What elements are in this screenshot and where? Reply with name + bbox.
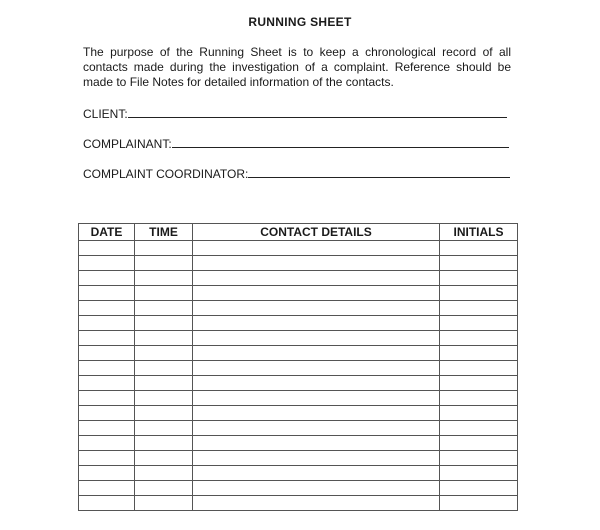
contact-details-cell[interactable] xyxy=(193,346,440,361)
intro-line: The purpose of the Running Sheet is to keep a chronological record of all xyxy=(83,45,511,59)
initials-cell[interactable] xyxy=(440,286,518,301)
coordinator-line[interactable] xyxy=(248,167,510,178)
time-cell[interactable] xyxy=(135,466,193,481)
time-cell[interactable] xyxy=(135,316,193,331)
time-cell[interactable] xyxy=(135,376,193,391)
date-cell[interactable] xyxy=(79,436,135,451)
table-row xyxy=(79,301,518,316)
initials-cell[interactable] xyxy=(440,436,518,451)
initials-cell[interactable] xyxy=(440,376,518,391)
table-row xyxy=(79,391,518,406)
time-cell[interactable] xyxy=(135,406,193,421)
table-row xyxy=(79,256,518,271)
contact-details-cell[interactable] xyxy=(193,301,440,316)
header-contact-details: CONTACT DETAILS xyxy=(193,224,440,241)
initials-cell[interactable] xyxy=(440,301,518,316)
date-cell[interactable] xyxy=(79,451,135,466)
table-row xyxy=(79,241,518,256)
initials-cell[interactable] xyxy=(440,331,518,346)
initials-cell[interactable] xyxy=(440,451,518,466)
date-cell[interactable] xyxy=(79,271,135,286)
initials-cell[interactable] xyxy=(440,271,518,286)
time-cell[interactable] xyxy=(135,421,193,436)
header-time: TIME xyxy=(135,224,193,241)
date-cell[interactable] xyxy=(79,496,135,511)
intro-line: made to File Notes for detailed information of the contacts. xyxy=(83,75,394,89)
date-cell[interactable] xyxy=(79,331,135,346)
contact-details-cell[interactable] xyxy=(193,316,440,331)
date-cell[interactable] xyxy=(79,406,135,421)
table-row xyxy=(79,406,518,421)
table-row xyxy=(79,436,518,451)
running-sheet-table xyxy=(78,223,518,511)
contact-details-cell[interactable] xyxy=(193,436,440,451)
contact-details-cell[interactable] xyxy=(193,256,440,271)
table-body xyxy=(79,241,518,511)
time-cell[interactable] xyxy=(135,241,193,256)
initials-cell[interactable] xyxy=(440,241,518,256)
contact-details-cell[interactable] xyxy=(193,451,440,466)
complainant-label: COMPLAINANT: xyxy=(83,137,172,151)
table-row xyxy=(79,286,518,301)
initials-cell[interactable] xyxy=(440,346,518,361)
table-row xyxy=(79,451,518,466)
initials-cell[interactable] xyxy=(440,421,518,436)
header-date: DATE xyxy=(79,224,135,241)
client-line[interactable] xyxy=(128,107,507,118)
complainant-field[interactable] xyxy=(83,137,509,151)
contact-details-cell[interactable] xyxy=(193,496,440,511)
contact-details-cell[interactable] xyxy=(193,331,440,346)
table-row xyxy=(79,376,518,391)
date-cell[interactable] xyxy=(79,256,135,271)
time-cell[interactable] xyxy=(135,271,193,286)
initials-cell[interactable] xyxy=(440,466,518,481)
intro-paragraph xyxy=(83,45,511,90)
contact-details-cell[interactable] xyxy=(193,376,440,391)
table-row xyxy=(79,346,518,361)
client-field[interactable] xyxy=(83,107,507,121)
table-header-row xyxy=(79,224,518,241)
date-cell[interactable] xyxy=(79,361,135,376)
contact-details-cell[interactable] xyxy=(193,466,440,481)
initials-cell[interactable] xyxy=(440,256,518,271)
initials-cell[interactable] xyxy=(440,406,518,421)
contact-details-cell[interactable] xyxy=(193,286,440,301)
contact-details-cell[interactable] xyxy=(193,361,440,376)
date-cell[interactable] xyxy=(79,391,135,406)
time-cell[interactable] xyxy=(135,331,193,346)
table-row xyxy=(79,271,518,286)
contact-details-cell[interactable] xyxy=(193,406,440,421)
date-cell[interactable] xyxy=(79,421,135,436)
time-cell[interactable] xyxy=(135,346,193,361)
initials-cell[interactable] xyxy=(440,391,518,406)
time-cell[interactable] xyxy=(135,481,193,496)
time-cell[interactable] xyxy=(135,451,193,466)
table-row xyxy=(79,496,518,511)
time-cell[interactable] xyxy=(135,256,193,271)
header-initials: INITIALS xyxy=(440,224,518,241)
time-cell[interactable] xyxy=(135,301,193,316)
contact-details-cell[interactable] xyxy=(193,481,440,496)
table-row xyxy=(79,331,518,346)
date-cell[interactable] xyxy=(79,376,135,391)
table-row xyxy=(79,481,518,496)
date-cell[interactable] xyxy=(79,241,135,256)
intro-line: contacts made during the investigation of a complaint. Reference should be xyxy=(83,60,511,74)
table-row xyxy=(79,361,518,376)
client-label: CLIENT: xyxy=(83,107,128,121)
table-row xyxy=(79,421,518,436)
initials-cell[interactable] xyxy=(440,316,518,331)
contact-details-cell[interactable] xyxy=(193,271,440,286)
time-cell[interactable] xyxy=(135,436,193,451)
time-cell[interactable] xyxy=(135,286,193,301)
complainant-line[interactable] xyxy=(172,137,509,148)
contact-details-cell[interactable] xyxy=(193,391,440,406)
initials-cell[interactable] xyxy=(440,496,518,511)
page-title: RUNNING SHEET xyxy=(248,15,352,29)
initials-cell[interactable] xyxy=(440,481,518,496)
date-cell[interactable] xyxy=(79,481,135,496)
contact-details-cell[interactable] xyxy=(193,421,440,436)
date-cell[interactable] xyxy=(79,286,135,301)
table-row xyxy=(79,316,518,331)
date-cell[interactable] xyxy=(79,316,135,331)
date-cell[interactable] xyxy=(79,466,135,481)
time-cell[interactable] xyxy=(135,361,193,376)
time-cell[interactable] xyxy=(135,496,193,511)
coordinator-label: COMPLAINT COORDINATOR: xyxy=(83,167,249,181)
coordinator-field[interactable] xyxy=(83,167,510,181)
date-cell[interactable] xyxy=(79,346,135,361)
date-cell[interactable] xyxy=(79,301,135,316)
table-row xyxy=(79,466,518,481)
contact-details-cell[interactable] xyxy=(193,241,440,256)
initials-cell[interactable] xyxy=(440,361,518,376)
time-cell[interactable] xyxy=(135,391,193,406)
